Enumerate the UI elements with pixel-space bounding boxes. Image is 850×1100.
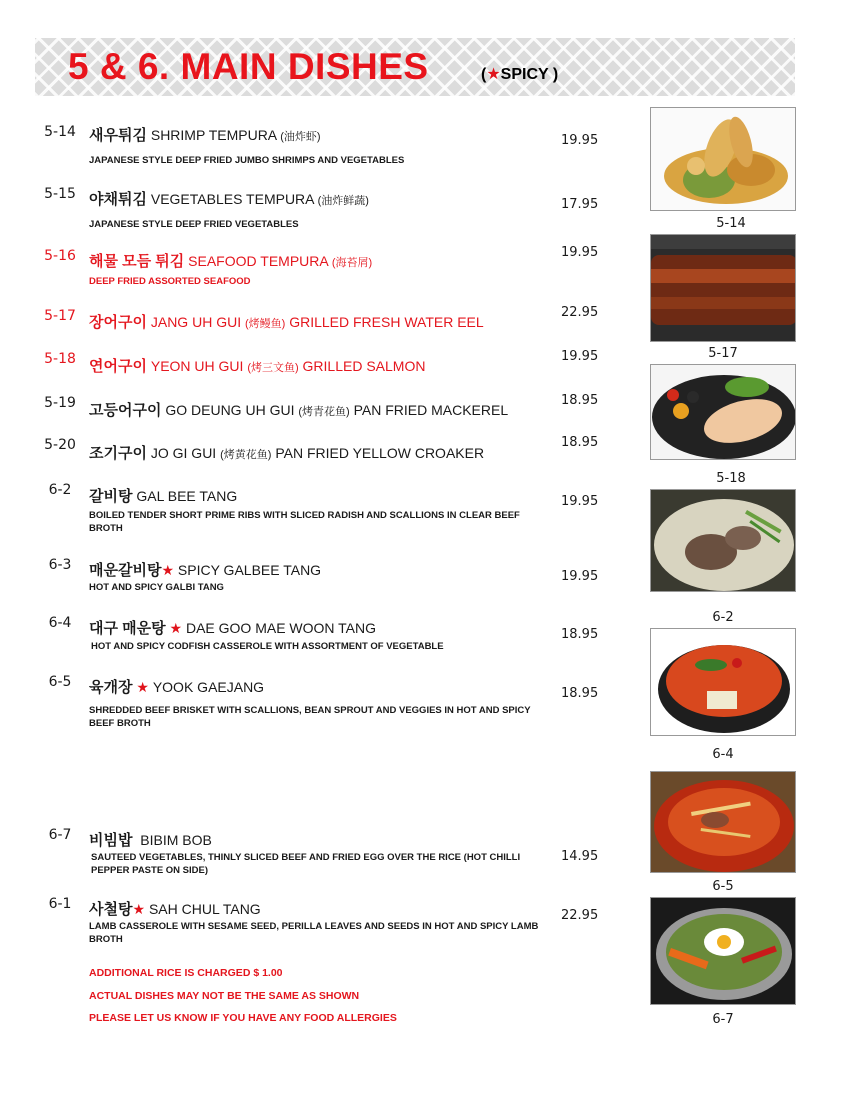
- grilled-eel-photo: [650, 234, 796, 342]
- item-chinese-name: (油炸鲜蔬): [317, 195, 369, 207]
- spicy-legend: [481, 64, 558, 84]
- item-korean-name: 비빔밥: [89, 832, 133, 849]
- item-description: JAPANESE STYLE DEEP FRIED VEGETABLES: [89, 219, 299, 230]
- item-number: 5-17: [44, 308, 76, 324]
- item-description: HOT AND SPICY GALBI TANG: [89, 582, 224, 593]
- photo-caption: 6-4: [712, 747, 734, 762]
- item-name: [89, 124, 321, 145]
- item-korean-name: 해물 모듬 튀김: [89, 253, 185, 270]
- item-price: 14.95: [561, 849, 599, 864]
- item-name: [89, 188, 369, 209]
- item-number: 5-15: [44, 186, 76, 202]
- codfish-casserole-photo: [650, 628, 796, 736]
- spicy-star-icon: ★: [486, 66, 501, 83]
- item-number: 6-7: [48, 827, 72, 843]
- item-chinese-name: (烤青花鱼): [298, 406, 350, 418]
- item-english-name: YEON UH GUI: [150, 358, 244, 374]
- item-description: HOT AND SPICY CODFISH CASSEROLE WITH ASSORTMENT OF VEGETABLE: [91, 641, 444, 652]
- item-price: 22.95: [561, 908, 599, 923]
- item-english-name: SHRIMP TEMPURA: [150, 127, 277, 143]
- item-number: 6-1: [48, 896, 72, 912]
- item-price: 22.95: [561, 305, 599, 320]
- menu-notes: [89, 962, 397, 1030]
- item-price: 19.95: [561, 245, 599, 260]
- item-name: [89, 355, 425, 376]
- item-name: [89, 250, 372, 271]
- photo-caption: 5-14: [716, 216, 746, 231]
- spicy-legend-label: SPICY ): [500, 66, 559, 83]
- item-price: 17.95: [561, 197, 599, 212]
- shrimp-tempura-photo: [650, 107, 796, 211]
- item-price: 19.95: [561, 349, 599, 364]
- item-price: 18.95: [561, 686, 599, 701]
- item-number: 5-20: [44, 437, 76, 453]
- note-food-allergies: PLEASE LET US KNOW IF YOU HAVE ANY FOOD ALLERGIES: [89, 1012, 397, 1024]
- item-english-name: SAH CHUL TANG: [148, 901, 261, 917]
- item-description: LAMB CASSEROLE WITH SESAME SEED, PERILLA LEAVES AND SEEDS IN HOT AND SPICY LAMB BROTH: [89, 921, 539, 945]
- photo-caption: 6-2: [712, 610, 734, 625]
- item-number: 6-4: [48, 615, 72, 631]
- item-english-description: GRILLED SALMON: [302, 358, 426, 374]
- item-korean-name: 야채튀김: [89, 191, 147, 208]
- spicy-star-icon: ★: [132, 901, 146, 917]
- item-price: 18.95: [561, 627, 599, 642]
- item-name: [89, 676, 264, 697]
- item-number: 5-16: [44, 248, 76, 264]
- item-korean-name: 육개장: [89, 679, 133, 696]
- item-english-name: SPICY GALBEE TANG: [177, 562, 322, 578]
- item-description: SHREDDED BEEF BRISKET WITH SCALLIONS, BEAN SPROUT AND VEGGIES IN HOT AND SPICY BEEF BROTH: [89, 705, 531, 729]
- photo-caption: 6-5: [712, 879, 734, 894]
- item-name: [89, 399, 508, 420]
- item-english-name: JO GI GUI: [150, 445, 217, 461]
- item-chinese-name: (烤黄花鱼): [220, 449, 272, 461]
- item-english-name: GO DEUNG UH GUI: [165, 402, 295, 418]
- item-number: 6-3: [48, 557, 72, 573]
- item-number: 5-18: [44, 351, 76, 367]
- item-number: 5-19: [44, 395, 76, 411]
- spicy-star-icon: ★: [161, 562, 175, 578]
- item-name: [89, 617, 376, 638]
- item-english-name: JANG UH GUI: [150, 314, 242, 330]
- item-korean-name: 장어구이: [89, 314, 147, 331]
- item-korean-name: 매운갈비탕: [89, 562, 162, 579]
- item-korean-name: 조기구이: [89, 445, 147, 462]
- item-number: 5-14: [44, 124, 76, 140]
- yook-gaejang-photo: [650, 771, 796, 873]
- page-title: 5 & 6. MAIN DISHES: [68, 46, 429, 87]
- note-additional-rice: ADDITIONAL RICE IS CHARGED $ 1.00: [89, 967, 283, 979]
- spicy-star-icon: ★: [136, 679, 149, 695]
- item-price: 19.95: [561, 133, 599, 148]
- item-english-name: DAE GOO MAE WOON TANG: [185, 620, 377, 636]
- gal-bee-tang-photo: [650, 489, 796, 592]
- item-name: [89, 559, 321, 580]
- item-name: [89, 311, 484, 332]
- item-price: 19.95: [561, 569, 599, 584]
- item-english-name: VEGETABLES TEMPURA: [150, 191, 314, 207]
- item-price: 18.95: [561, 435, 599, 450]
- item-english-name: BIBIM BOB: [140, 832, 212, 848]
- item-name: [89, 829, 212, 850]
- photo-caption: 6-7: [712, 1012, 734, 1027]
- item-english-name: SEAFOOD TEMPURA: [188, 253, 328, 269]
- item-korean-name: 연어구이: [89, 358, 147, 375]
- item-description: DEEP FRIED ASSORTED SEAFOOD: [89, 276, 251, 287]
- item-chinese-name: (烤鳗鱼): [244, 318, 286, 330]
- item-name: [89, 442, 484, 463]
- item-price: 19.95: [561, 494, 599, 509]
- item-number: 6-2: [48, 482, 72, 498]
- item-chinese-name: (烤三文鱼): [247, 362, 299, 374]
- item-english-name: GAL BEE TANG: [136, 488, 238, 504]
- note-actual-dishes: ACTUAL DISHES MAY NOT BE THE SAME AS SHOWN: [89, 989, 360, 1002]
- item-korean-name: 고등어구이: [89, 402, 162, 419]
- item-description: BOILED TENDER SHORT PRIME RIBS WITH SLICED RADISH AND SCALLIONS IN CLEAR BEEF BROTH: [89, 510, 520, 534]
- item-description: JAPANESE STYLE DEEP FRIED JUMBO SHRIMPS AND VEGETABLES: [89, 155, 405, 166]
- item-chinese-name: (海苔屑): [331, 257, 373, 269]
- item-english-description: PAN FRIED MACKEREL: [353, 402, 509, 418]
- bibim-bob-photo: [650, 897, 796, 1005]
- item-name: [89, 485, 237, 506]
- item-name: [89, 898, 261, 919]
- item-description: SAUTEED VEGETABLES, THINLY SLICED BEEF AND FRIED EGG OVER THE RICE (HOT CHILLI PEPPER PASTE ON SIDE): [91, 852, 521, 876]
- item-korean-name: 갈비탕: [89, 488, 133, 505]
- spicy-legend-open: (: [481, 66, 487, 83]
- item-number: 6-5: [48, 674, 72, 690]
- item-english-description: GRILLED FRESH WATER EEL: [289, 314, 484, 330]
- grilled-salmon-photo: [650, 364, 796, 460]
- spicy-star-icon: ★: [169, 620, 183, 636]
- item-price: 18.95: [561, 393, 599, 408]
- item-korean-name: 새우튀김: [89, 127, 147, 144]
- photo-caption: 5-18: [716, 471, 746, 486]
- item-korean-name: 대구 매운탕: [89, 620, 166, 637]
- item-chinese-name: (油炸虾): [280, 131, 321, 143]
- photo-caption: 5-17: [708, 346, 738, 361]
- item-english-description: PAN FRIED YELLOW CROAKER: [275, 445, 485, 461]
- item-english-name: YOOK GAEJANG: [152, 679, 265, 695]
- item-korean-name: 사철탕: [89, 901, 133, 918]
